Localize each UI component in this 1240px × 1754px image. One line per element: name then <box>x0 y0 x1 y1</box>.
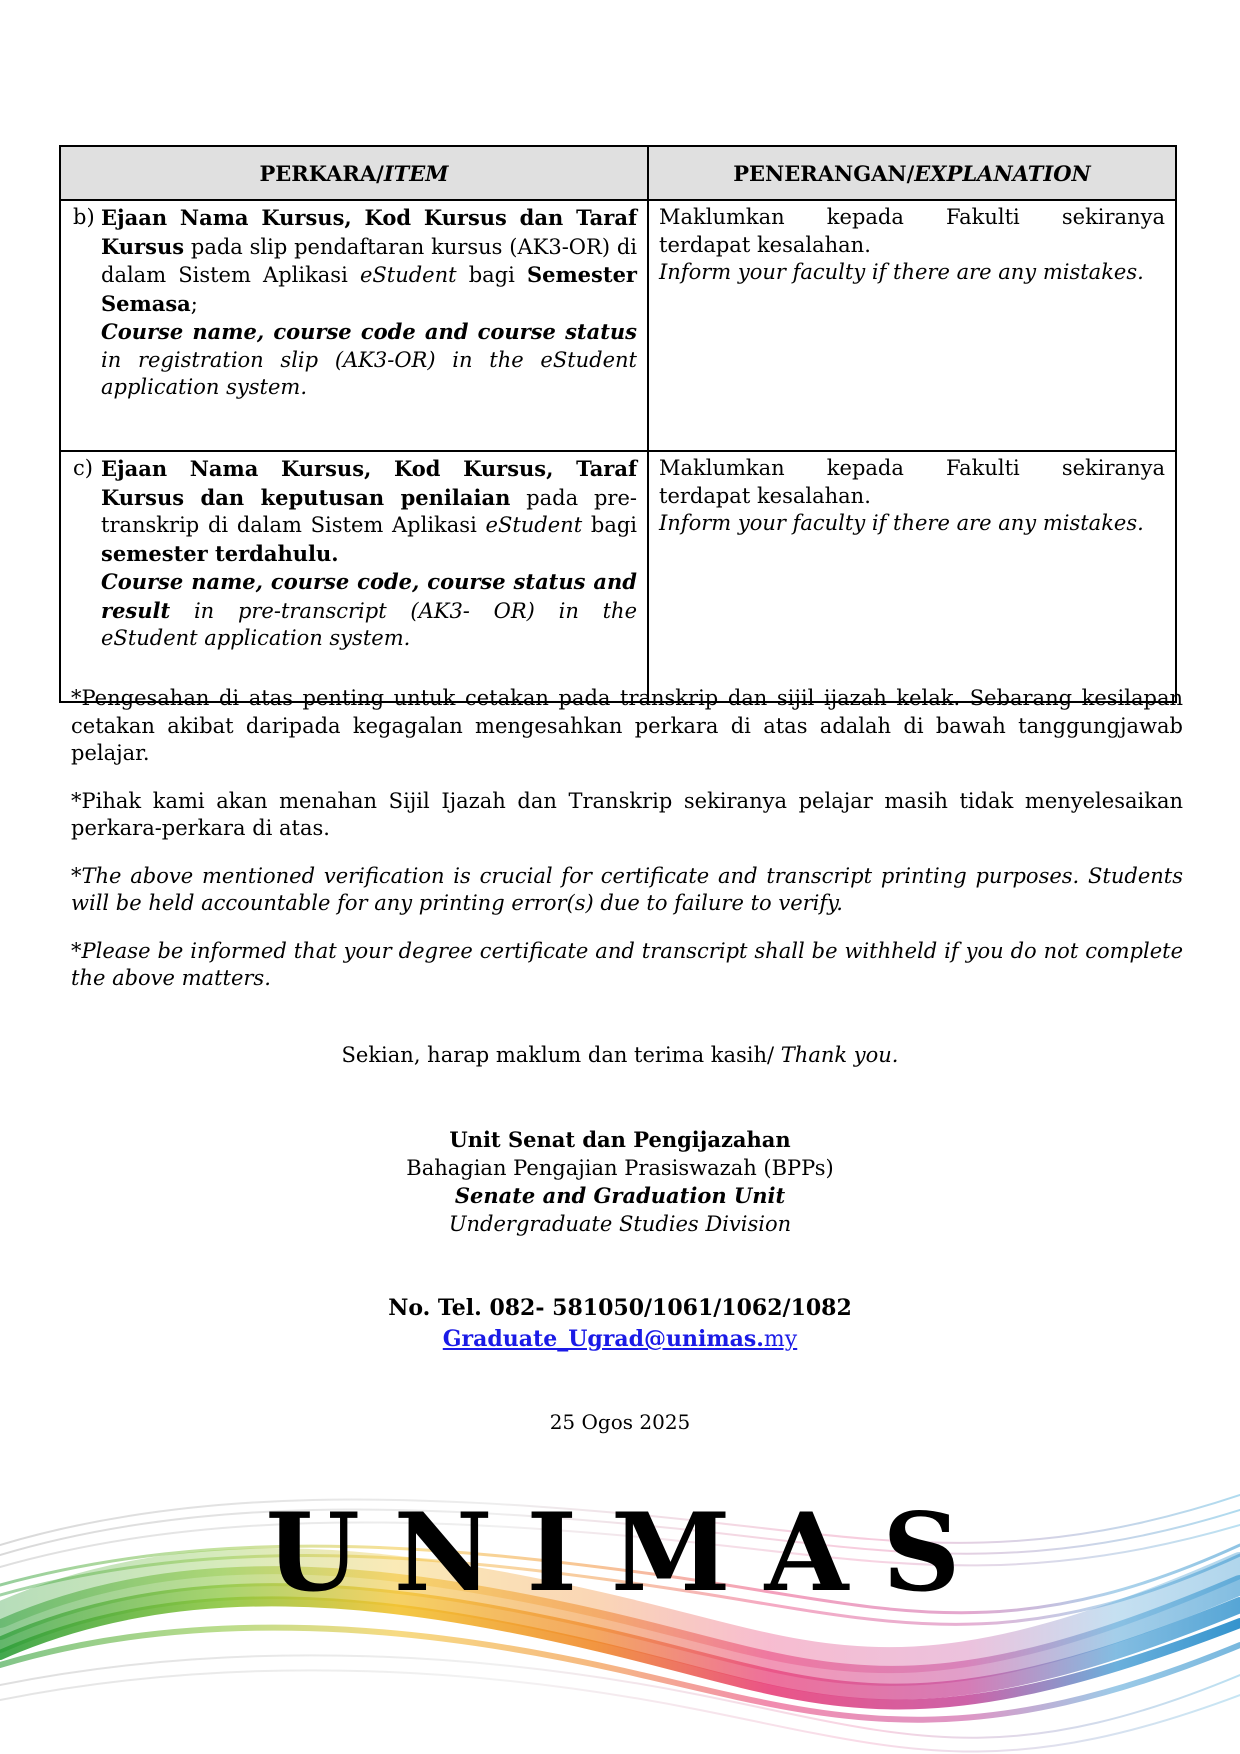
note-verification-en: *The above mentioned verification is crucial for certificate and transcript printing purposes. Students will be held accountable for any printing error(s) due to failure to verify. <box>71 863 1183 915</box>
division-name-ms: Bahagian Pengajian Prasiswazah (BPPs) <box>406 1155 834 1180</box>
item-cell-b <box>60 200 648 451</box>
item-description: Ejaan Nama Kursus, Kod Kursus, Taraf Kursus dan keputusan penilaian pada pre-transkrip di dalam Sistem Aplikasi eStudent bagi semester terdahulu. Course name, course code, course status and result in pre-transcript (AK3- OR) in the eStudent application system. <box>101 456 637 650</box>
header-item: PERKARA/ITEM <box>60 146 648 200</box>
unimas-logo-text: UNIMAS <box>265 1490 995 1616</box>
contact-block <box>0 1293 1240 1355</box>
explanation-cell-b <box>648 200 1176 451</box>
email-link[interactable]: Graduate_Ugrad@unimas.my <box>442 1326 798 1352</box>
division-name-en: Undergraduate Studies Division <box>448 1211 792 1236</box>
note-withheld-ms: *Pihak kami akan menahan Sijil Ijazah dan Transkrip sekiranya pelajar masih tidak menyelesaikan perkara-perkara di atas. <box>71 788 1183 840</box>
unit-name-ms: Unit Senat dan Pengijazahan <box>449 1127 791 1152</box>
explanation-ms-line1: Maklumkan kepada Fakulti sekiranya <box>659 456 1165 480</box>
item-description: Ejaan Nama Kursus, Kod Kursus dan Taraf Kursus pada slip pendaftaran kursus (AK3-OR) di dalam Sistem Aplikasi eStudent bagi Semester Semasa; Course name, course code and course status in registration slip (AK3-OR) in the eStudent application system. <box>101 205 637 399</box>
notes-section <box>71 685 1183 1013</box>
explanation-en: Inform your faculty if there are any mistakes. <box>659 260 1144 284</box>
header-explanation: PENERANGAN/EXPLANATION <box>648 146 1176 200</box>
closing-thanks: Sekian, harap maklum dan terima kasih/ Thank you. <box>341 1043 899 1067</box>
item-cell-c <box>60 451 648 702</box>
item-letter: c) <box>73 456 93 480</box>
item-letter: b) <box>73 205 95 229</box>
verification-table <box>59 145 1177 703</box>
explanation-ms-line1: Maklumkan kepada Fakulti sekiranya <box>659 205 1165 229</box>
unit-name-en: Senate and Graduation Unit <box>454 1183 786 1208</box>
note-withheld-en: *Please be informed that your degree certificate and transcript shall be withheld if you do not complete the above matters. <box>71 938 1183 990</box>
table-header-row <box>60 146 1176 200</box>
note-verification-ms: *Pengesahan di atas penting untuk cetakan pada transkrip dan sijil ijazah kelak. Sebarang kesilapan cetakan akibat daripada kegagalan mengesahkan perkara di atas adalah di bawah tanggungjawab pelajar. <box>71 686 1183 765</box>
explanation-cell-c <box>648 451 1176 702</box>
explanation-ms-line2: terdapat kesalahan. <box>659 483 871 508</box>
explanation-en: Inform your faculty if there are any mistakes. <box>659 511 1144 535</box>
signature-block <box>0 1126 1240 1238</box>
explanation-ms-line2: terdapat kesalahan. <box>659 232 871 257</box>
letter-date: 25 Ogos 2025 <box>549 1410 691 1434</box>
phone-number: No. Tel. 082- 581050/1061/1062/1082 <box>388 1295 852 1321</box>
table-row <box>60 451 1176 702</box>
table-row <box>60 200 1176 451</box>
